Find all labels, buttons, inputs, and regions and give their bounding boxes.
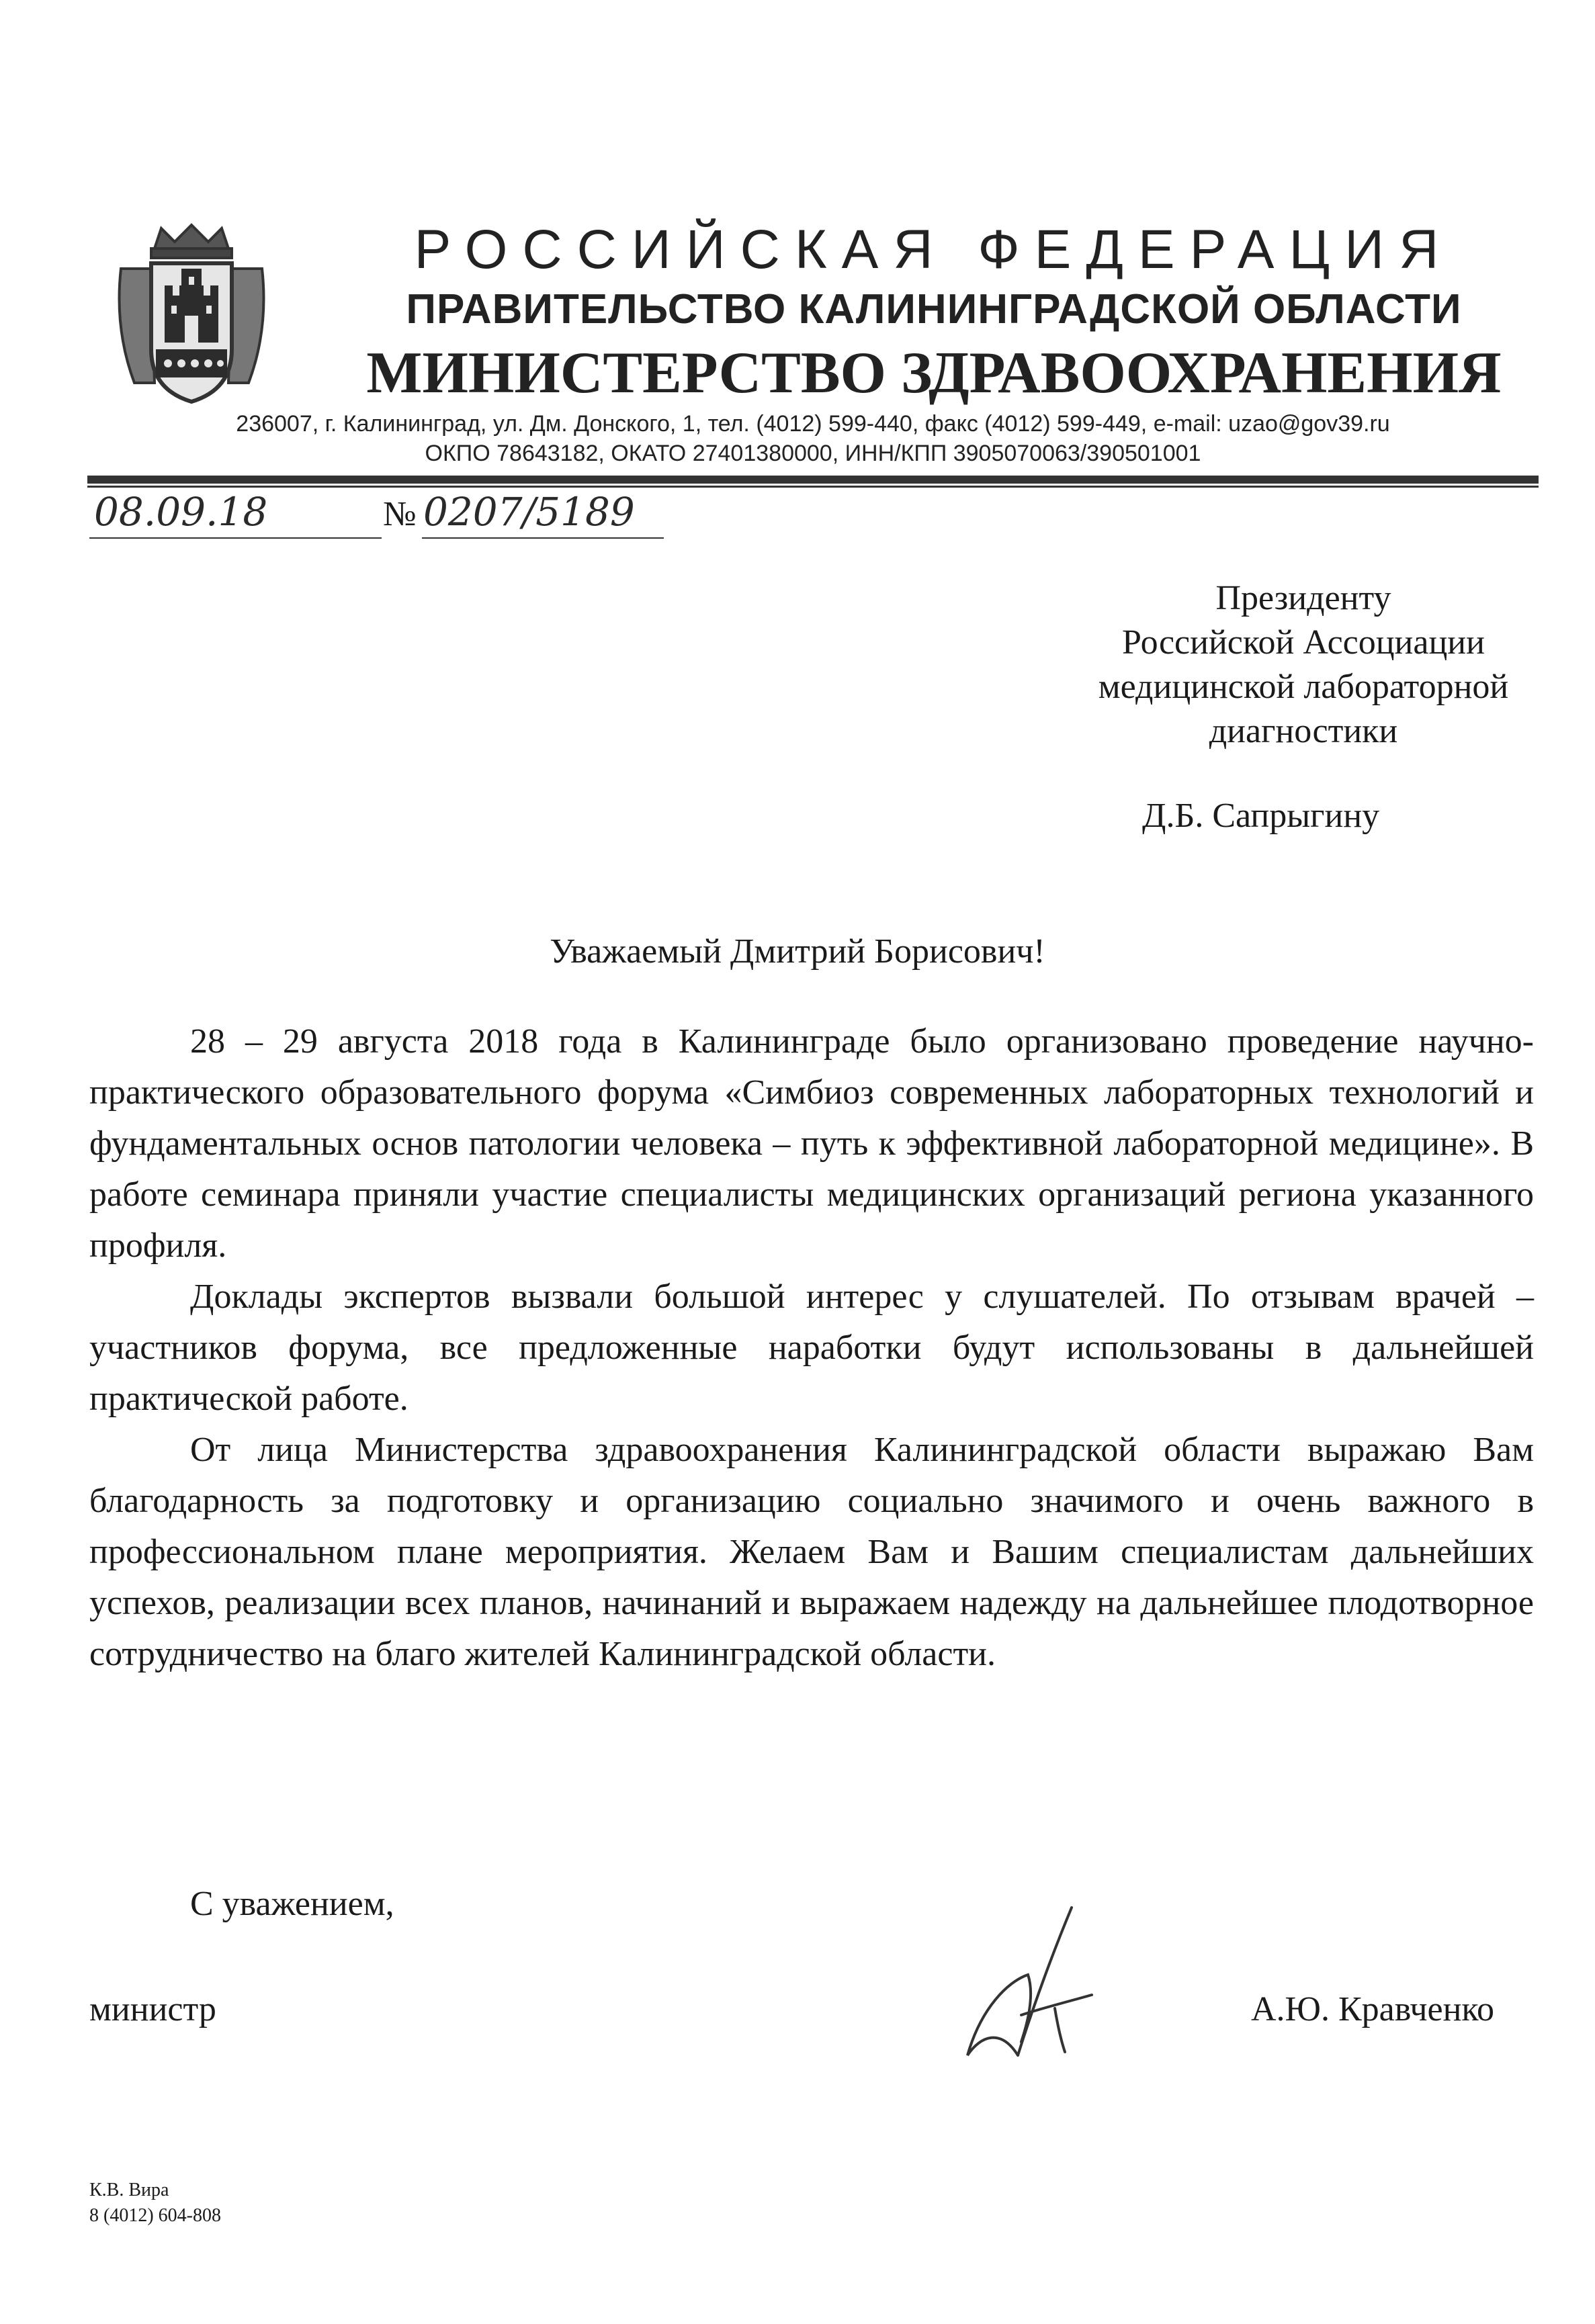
- ministry-codes: ОКПО 78643182, ОКАТО 27401380000, ИНН/КПП 3905070063/390501001: [425, 441, 1201, 466]
- addressee-line: Российской Ассоциации: [1122, 623, 1485, 662]
- ministry-title: МИНИСТЕРСТВО ЗДРАВООХРАНЕНИЯ: [366, 341, 1502, 406]
- salutation: Уважаемый Дмитрий Борисович!: [550, 932, 1045, 971]
- country-title: РОССИЙСКАЯ ФЕДЕРАЦИЯ: [414, 219, 1454, 280]
- header-divider: [87, 476, 1539, 484]
- ministry-address: 236007, г. Калининград, ул. Дм. Донского, 1, тел. (4012) 599-440, факс (4012) 599-449, e-mail: uzao@gov39.ru: [236, 411, 1390, 437]
- executor-phone: 8 (4012) 604-808: [89, 2205, 221, 2226]
- government-title: ПРАВИТЕЛЬСТВО КАЛИНИНГРАДСКОЙ ОБЛАСТИ: [406, 286, 1462, 332]
- paragraph: 28 – 29 августа 2018 года в Калининграде было организовано проведение научно-практического образовательного форума «Симбиоз современных лабораторных технологий и фундаментальных основ патологии человека – путь к эффективной лабораторной медицине». В работе семинара приняли участие специалисты медицинских организаций региона указанного профиля.: [89, 1022, 1534, 1265]
- number-underline: [422, 537, 664, 539]
- signatory-position: министр: [89, 1990, 216, 2028]
- signatory-name: А.Ю. Кравченко: [1251, 1990, 1495, 2028]
- executor-name: К.В. Вира: [89, 2180, 169, 2200]
- addressee-line: диагностики: [1209, 712, 1398, 750]
- coat-of-arms-icon: [114, 222, 269, 406]
- paragraph: Доклады экспертов вызвали большой интерес у слушателей. По отзывам врачей – участников форума, все предложенные наработки будут использованы в дальнейшей практической работе.: [89, 1278, 1534, 1418]
- addressee-name: Д.Б. Сапрыгину: [1142, 797, 1380, 835]
- paragraph: От лица Министерства здравоохранения Калининградской области выражаю Вам благодарность за подготовку и организацию социально значимого и очень важного в профессиональном плане мероприятия. Желаем Вам и Вашим специалистам дальнейших успехов, реализации всех планов, начинаний и выражаем надежду на дальнейшее плодотворное сотрудничество на благо жителей Калининградской области.: [89, 1431, 1534, 1673]
- registration-date: 08.09.18: [94, 489, 268, 535]
- addressee-line: Президенту: [1215, 579, 1391, 617]
- letter-body: [89, 1016, 1534, 1680]
- date-underline: [89, 537, 382, 539]
- closing: С уважением,: [190, 1885, 394, 1923]
- registration-number-label: №: [383, 495, 417, 533]
- addressee-line: медицинской лабораторной: [1098, 668, 1509, 706]
- header-divider-thin: [87, 486, 1539, 488]
- registration-number: 0207/5189: [423, 489, 635, 535]
- handwritten-signature: [954, 1901, 1102, 2069]
